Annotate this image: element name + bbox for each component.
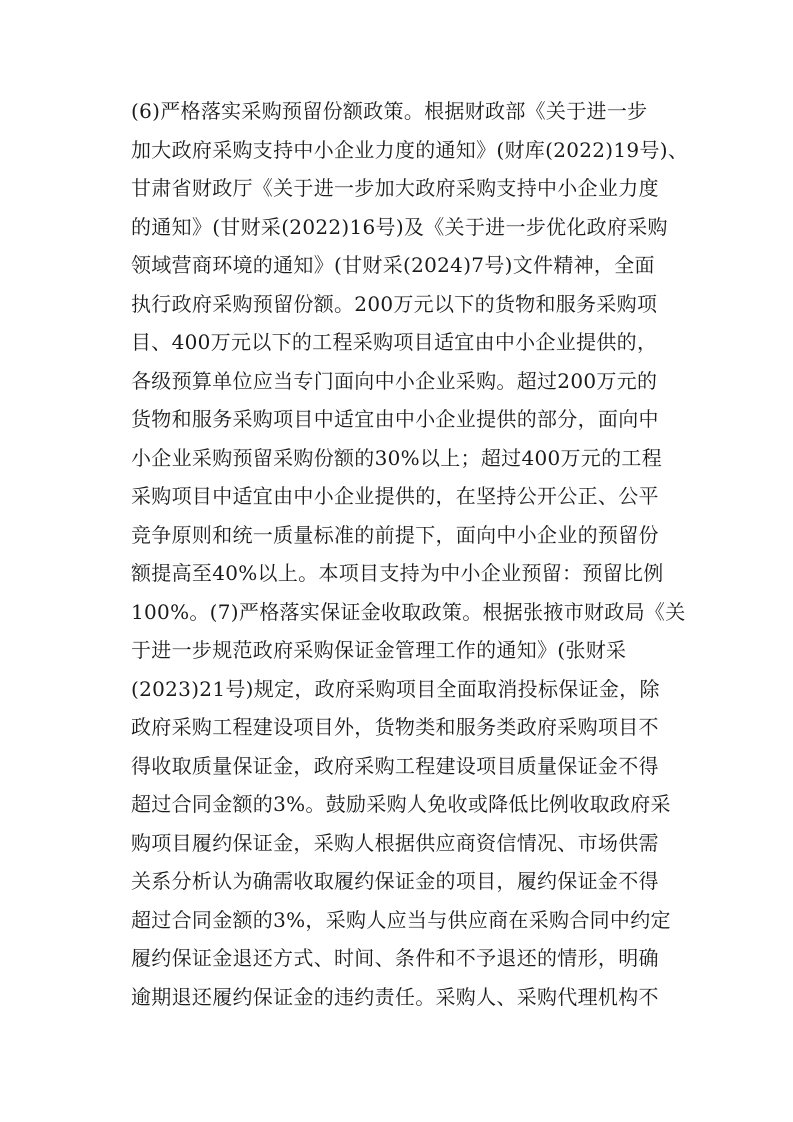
text-line: 领域营商环境的通知》(甘财采(2024)7号)文件精神，全面 (131, 253, 655, 277)
text-line: 竞争原则和统一质量标准的前提下，面向中小企业的预留份 (131, 522, 659, 547)
text-line: 政府采购工程建设项目外，货物类和服务类政府采购项目不 (131, 715, 659, 739)
text-line: 于进一步规范政府采购保证金管理工作的通知》(张财采 (131, 638, 627, 662)
text-line: 甘肃省财政厅《关于进一步加大政府采购支持中小企业力度 (131, 176, 659, 200)
text-line: 100%。(7)严格落实保证金收取政策。根据张掖市财政局《关 (131, 599, 686, 624)
body-text (131, 92, 691, 1016)
text-line: 逾期退还履约保证金的违约责任。采购人、采购代理机构不 (131, 984, 659, 1009)
text-line: 加大政府采购支持中小企业力度的通知》(财库(2022)19号)、 (131, 137, 689, 162)
text-line: 小企业采购预留采购份额的30%以上；超过400万元的工程 (131, 445, 663, 470)
text-line: (2023)21号)规定，政府采购项目全面取消投标保证金，除 (131, 676, 660, 701)
text-line: 购项目履约保证金，采购人根据供应商资信情况、市场供需 (131, 830, 659, 855)
text-line: 货物和服务采购项目中适宜由中小企业提供的部分，面向中 (131, 407, 659, 431)
text-line: 采购项目中适宜由中小企业提供的，在坚持公开公正、公平 (131, 484, 659, 508)
text-line: 得收取质量保证金，政府采购工程建设项目质量保证金不得 (131, 753, 659, 778)
text-line: 目、400万元以下的工程采购项目适宜由中小企业提供的， (131, 330, 658, 354)
text-line: (6)严格落实采购预留份额政策。根据财政部《关于进一步 (131, 99, 648, 123)
text-line: 执行政府采购预留份额。200万元以下的货物和服务采购项 (131, 291, 658, 316)
text-line: 超过合同金额的3%。鼓励采购人免收或降低比例收取政府采 (131, 792, 671, 816)
text-line: 额提高至40%以上。本项目支持为中小企业预留：预留比例 (131, 561, 664, 585)
text-line: 各级预算单位应当专门面向中小企业采购。超过200万元的 (131, 368, 658, 393)
text-line: 关系分析认为确需收取履约保证金的项目，履约保证金不得 (131, 869, 659, 893)
text-line: 的通知》(甘财采(2022)16号)及《关于进一步优化政府采购 (131, 214, 668, 239)
text-line: 履约保证金退还方式、时间、条件和不予退还的情形，明确 (131, 946, 659, 970)
text-line: 超过合同金额的3%，采购人应当与供应商在采购合同中约定 (131, 907, 671, 932)
